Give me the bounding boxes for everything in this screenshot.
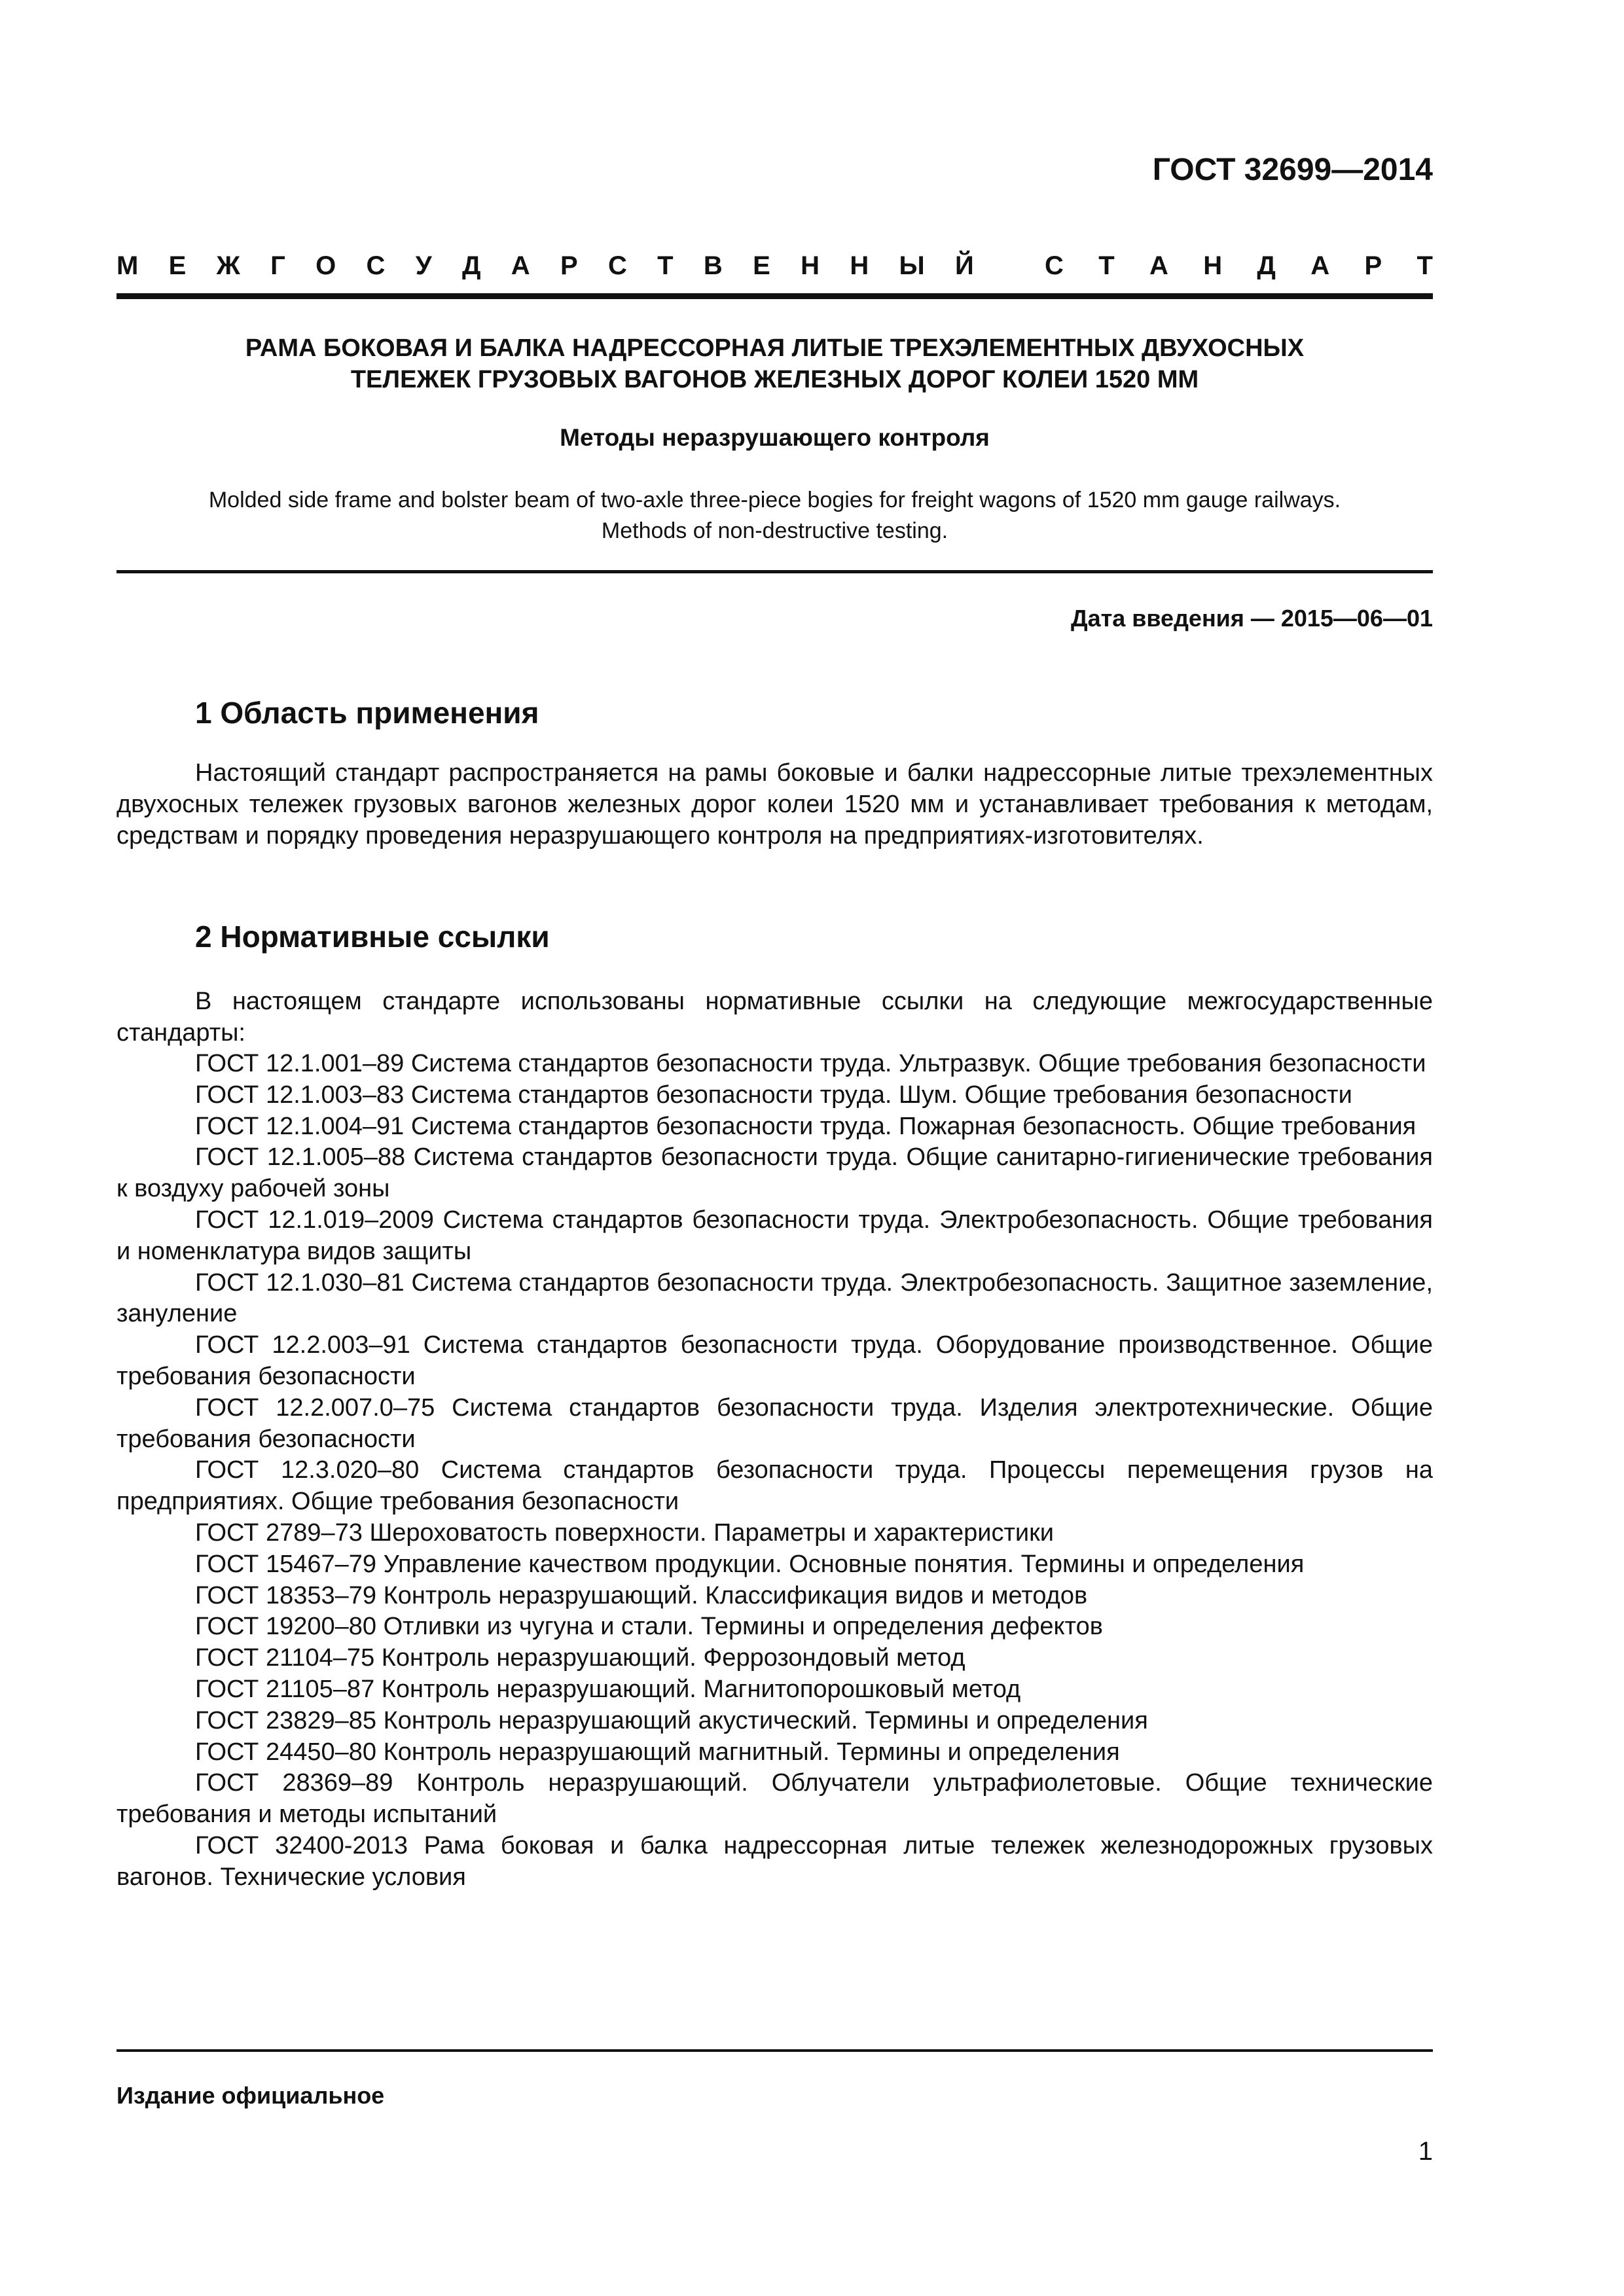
reference-item: ГОСТ 12.1.003–83 Система стандартов безопасности труда. Шум. Общие требования безопасности bbox=[195, 1081, 1352, 1109]
interstate-word-1: М Е Ж Г О С У Д А Р С Т В Е Н Н Ы Й bbox=[117, 251, 974, 280]
document-title bbox=[117, 332, 1433, 395]
reference-item: ГОСТ 12.1.004–91 Система стандартов безопасности труда. Пожарная безопасность. Общие требования bbox=[195, 1112, 1416, 1140]
section-1-heading: 1 Область применения bbox=[195, 696, 539, 730]
english-title bbox=[117, 485, 1433, 547]
title-line-1: РАМА БОКОВАЯ И БАЛКА НАДРЕССОРНАЯ ЛИТЫЕ ТРЕХЭЛЕМЕНТНЫХ ДВУХОСНЫХ bbox=[245, 334, 1305, 362]
title-line-2: ТЕЛЕЖЕК ГРУЗОВЫХ ВАГОНОВ ЖЕЛЕЗНЫХ ДОРОГ КОЛЕИ 1520 ММ bbox=[350, 366, 1199, 393]
normative-references-list bbox=[117, 1049, 1433, 1893]
interstate-standard-banner bbox=[117, 247, 1433, 284]
reference-item: ГОСТ 15467–79 Управление качеством продукции. Основные понятия. Термины и определения bbox=[195, 1550, 1305, 1578]
reference-item: ГОСТ 2789–73 Шероховатость поверхности. Параметры и характеристики bbox=[195, 1518, 1054, 1547]
reference-item: ГОСТ 12.2.003–91 Система стандартов безопасности труда. Оборудование производственное. Общие требования безопасности bbox=[117, 1331, 1433, 1390]
reference-item: ГОСТ 12.1.001–89 Система стандартов безопасности труда. Ультразвук. Общие требования безопасности bbox=[195, 1050, 1426, 1077]
reference-item: ГОСТ 18353–79 Контроль неразрушающий. Классификация видов и методов bbox=[195, 1581, 1088, 1609]
english-title-line-1: Molded side frame and bolster beam of two-axle three-piece bogies for freight wagons of 1520 mm gauge railways. bbox=[208, 488, 1341, 512]
interstate-word-2: С Т А Н Д А Р Т bbox=[1045, 251, 1433, 280]
page-number: 1 bbox=[1418, 2137, 1433, 2166]
document-code: ГОСТ 32699—2014 bbox=[1152, 152, 1433, 187]
reference-item: ГОСТ 12.3.020–80 Система стандартов безопасности труда. Процессы перемещения грузов на предприятиях. Общие требования безопасности bbox=[117, 1456, 1433, 1516]
reference-item: ГОСТ 28369–89 Контроль неразрушающий. Облучатели ультрафиолетовые. Общие технические требования и методы испытаний bbox=[117, 1769, 1433, 1829]
reference-item: ГОСТ 12.2.007.0–75 Система стандартов безопасности труда. Изделия электротехнические. Общие требования безопасности bbox=[117, 1393, 1433, 1453]
english-title-line-2: Methods of non-destructive testing. bbox=[601, 518, 948, 543]
section-2-heading: 2 Нормативные ссылки bbox=[195, 920, 550, 954]
reference-item: ГОСТ 19200–80 Отливки из чугуна и стали. Термины и определения дефектов bbox=[195, 1613, 1103, 1641]
reference-item: ГОСТ 12.1.030–81 Система стандартов безопасности труда. Электробезопасность. Защитное заземление, зануление bbox=[117, 1268, 1433, 1328]
footer-divider bbox=[117, 2049, 1433, 2052]
official-edition-label: Издание официальное bbox=[117, 2082, 385, 2109]
document-subtitle: Методы неразрушающего контроля bbox=[560, 424, 990, 451]
section-2-intro: В настоящем стандарте использованы нормативные ссылки на следующие межгосударственные стандарты: bbox=[117, 988, 1433, 1047]
reference-item: ГОСТ 24450–80 Контроль неразрушающий магнитный. Термины и определения bbox=[195, 1738, 1120, 1766]
section-1-text: Настоящий стандарт распространяется на рамы боковые и балки надрессорные литые трехэлементных двухосных тележек грузовых вагонов железных дорог колеи 1520 мм и устанавливает требования к методам, средствам и порядку проведения неразрушающего контроля на предприятиях-изготовителях. bbox=[117, 759, 1433, 850]
header-divider bbox=[117, 293, 1433, 299]
reference-item: ГОСТ 32400-2013 Рама боковая и балка надрессорная литые тележек железнодорожных грузовых вагонов. Технические условия bbox=[117, 1831, 1433, 1891]
reference-item: ГОСТ 21105–87 Контроль неразрушающий. Магнитопорошковый метод bbox=[195, 1675, 1021, 1703]
introduction-date: Дата введения — 2015—06—01 bbox=[1070, 605, 1433, 632]
title-divider bbox=[117, 570, 1433, 573]
reference-item: ГОСТ 12.1.019–2009 Система стандартов безопасности труда. Электробезопасность. Общие требования и номенклатура видов защиты bbox=[117, 1206, 1433, 1265]
reference-item: ГОСТ 12.1.005–88 Система стандартов безопасности труда. Общие санитарно-гигиенические требования к воздуху рабочей зоны bbox=[117, 1143, 1433, 1203]
reference-item: ГОСТ 21104–75 Контроль неразрушающий. Феррозондовый метод bbox=[195, 1644, 965, 1672]
reference-item: ГОСТ 23829–85 Контроль неразрушающий акустический. Термины и определения bbox=[195, 1706, 1148, 1734]
